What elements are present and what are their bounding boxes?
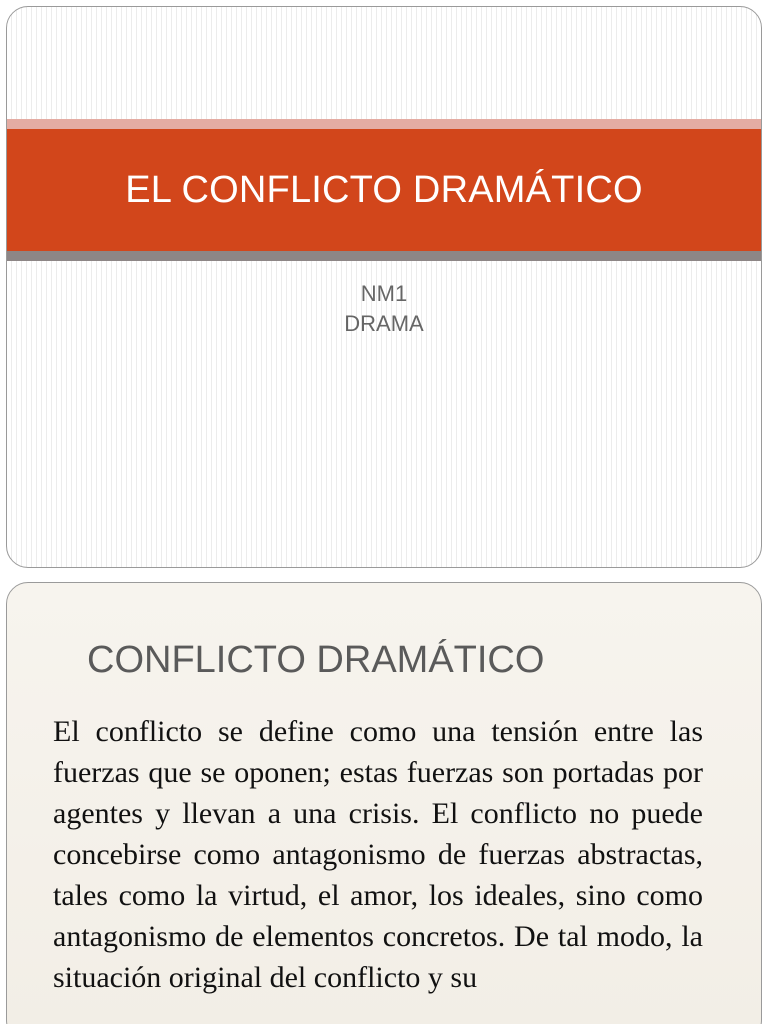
main-title: EL CONFLICTO DRAMÁTICO: [125, 168, 643, 211]
title-accent-bottom: [7, 251, 761, 261]
content-slide: [6, 582, 762, 1024]
subtitle-block: [7, 279, 761, 339]
subtitle-course: NM1: [360, 281, 408, 306]
section-heading: CONFLICTO DRAMÁTICO: [87, 639, 545, 681]
body-paragraph: El conflicto se define como una tensión entre las fuerzas que se oponen; estas fuerzas son portadas por agentes y llevan a una crisis. El conflicto no puede concebirse como antagonismo de fuerzas abstractas, tales como la virtud, el amor, los ideales, sino como antagonismo de elementos concretos. De tal modo, la situación original del conflicto y su: [53, 715, 703, 994]
subtitle-subject: DRAMA: [344, 311, 424, 336]
title-slide: [6, 6, 762, 568]
title-accent-top: [7, 119, 761, 129]
title-band: [7, 129, 761, 251]
